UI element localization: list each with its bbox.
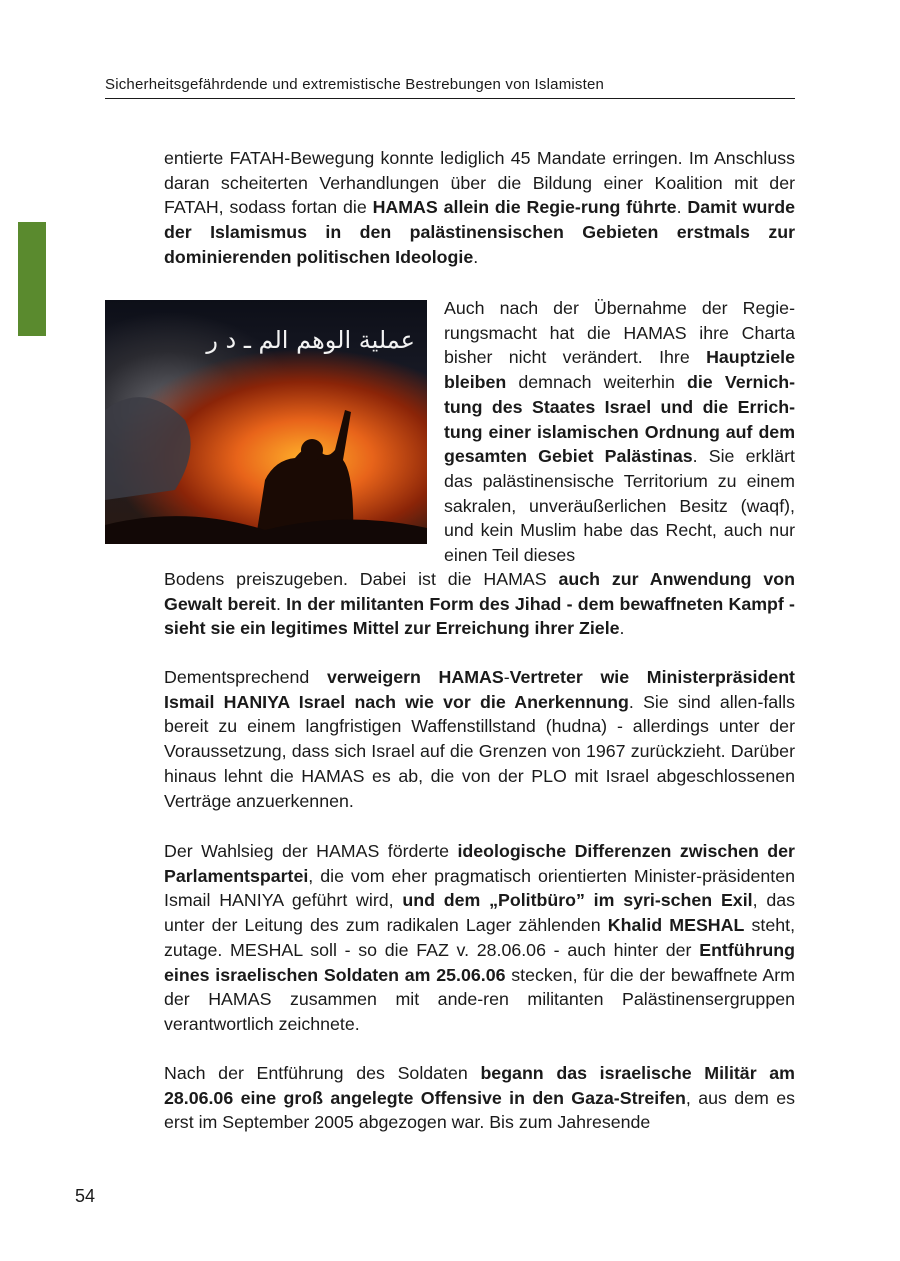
bold-text-run: begann das israelische Militär am 28.06.06 eine groß angelegte Offensive in den Gaza-Streifen bbox=[164, 1063, 795, 1108]
text-run: - bbox=[503, 667, 510, 687]
paragraph-3 bbox=[164, 665, 795, 813]
page-number: 54 bbox=[75, 1186, 96, 1206]
text-run: . bbox=[676, 197, 688, 218]
bold-text-run: die Vernich-tung des Staates Israel und die Errich-tung einer islamischen Ordnung auf dem gesamten Gebiet Palästinas bbox=[444, 372, 795, 467]
text-run: . bbox=[275, 593, 287, 614]
photo-silhouette-icon bbox=[105, 300, 427, 544]
text-run: , aus dem es erst im September 2005 abgezogen war. Bis zum Jahresende bbox=[164, 1087, 795, 1133]
bold-text-run: In der militanten Form des Jihad - dem bewaffneten Kampf - sieht sie ein legitimes Mittel zur Erreichung ihrer Ziele bbox=[164, 593, 795, 639]
text-run: stecken, für die der bewaffnete Arm der HAMAS zusammen mit ande-ren militanten Palästinensergruppen verantwortlich zeichnete. bbox=[164, 964, 795, 1034]
text-run: Auch nach der Übernahme der Regie-rungsmacht hat die HAMAS ihre Charta bisher nicht verändert. Ihre bbox=[444, 298, 795, 368]
text-run: entierte FATAH-Bewegung konnte lediglich 45 Mandate erringen. Im Anschluss daran scheiterten Verhandlungen über die Bildung einer Koalition mit der FATAH, sodass fortan die bbox=[164, 148, 795, 218]
paragraph-4 bbox=[164, 839, 795, 1037]
bold-text-run: Entführung eines israelischen Soldaten am 25.06.06 bbox=[164, 939, 795, 985]
bold-text-run: Damit wurde der Islamismus in den palästinensischen Gebieten erstmals zur dominierenden politischen Ideologie bbox=[164, 197, 795, 267]
text-run: . bbox=[619, 618, 625, 639]
text-run: . bbox=[473, 246, 479, 267]
bold-text-run: Hauptziele bleiben bbox=[444, 347, 795, 393]
photo-arabic-banner: عملية الوهم الم ـ د ر bbox=[206, 326, 415, 354]
paragraph-2 bbox=[164, 567, 795, 641]
bold-text-run: verweigern HAMAS bbox=[326, 667, 504, 687]
bold-text-run: HAMAS allein die Regie-rung führte bbox=[372, 197, 677, 218]
bold-text-run: auch zur Anwendung von Gewalt bereit bbox=[164, 569, 795, 614]
text-run: Bodens preiszugeben. Dabei ist die HAMAS bbox=[164, 569, 559, 589]
bold-text-run: ideologische Differenzen zwischen der Parlamentspartei bbox=[164, 841, 795, 886]
chapter-tab-marker bbox=[18, 222, 46, 336]
protest-fire-photo bbox=[105, 300, 427, 544]
text-run: . Sie sind allen-falls bereit zu einem langfristigen Waffenstillstand (hudna) - allerdings unter der Voraussetzung, dass sich Israel auf die Grenzen von 1967 zurückzieht. Darüber hinaus lehnt die HAMAS es ab, die von der PLO mit Israel abgeschlossenen Verträge anzuerkennen. bbox=[164, 691, 795, 811]
wrapped-paragraph bbox=[444, 296, 795, 568]
text-run: . Sie erklärt das palästinensische Territorium zu einem sakralen, unveräußerlichen Besitz (waqf), und kein Muslim habe das Recht, auch nur einen Teil dieses bbox=[444, 446, 795, 566]
running-head: Sicherheitsgefährdende und extremistische Bestrebungen von Islamisten bbox=[105, 76, 605, 93]
text-run: demnach weiterhin bbox=[506, 372, 687, 393]
text-run: steht, zutage. MESHAL soll - so die FAZ v. 28.06.06 - auch hinter der bbox=[164, 915, 796, 960]
text-run: , das unter der Leitung des zum radikalen Lager zählenden bbox=[164, 890, 795, 936]
paragraph-1 bbox=[164, 146, 795, 270]
text-run: Dementsprechend bbox=[164, 667, 327, 687]
text-run: , die vom eher pragmatisch orientierten Minister-präsidenten Ismail HANIYA geführt wird, bbox=[164, 865, 795, 911]
bold-text-run: und dem „Politbüro” im syri-schen Exil bbox=[402, 890, 753, 911]
header-rule bbox=[105, 98, 795, 99]
text-run: Der Wahlsieg der HAMAS förderte bbox=[164, 841, 458, 861]
text-run: Nach der Entführung des Soldaten bbox=[164, 1063, 481, 1083]
paragraph-5 bbox=[164, 1061, 795, 1135]
bold-text-run: Khalid MESHAL bbox=[607, 915, 745, 936]
bold-text-run: Vertreter wie Ministerpräsident Ismail HANIYA Israel nach wie vor die Anerkennung bbox=[164, 667, 795, 712]
